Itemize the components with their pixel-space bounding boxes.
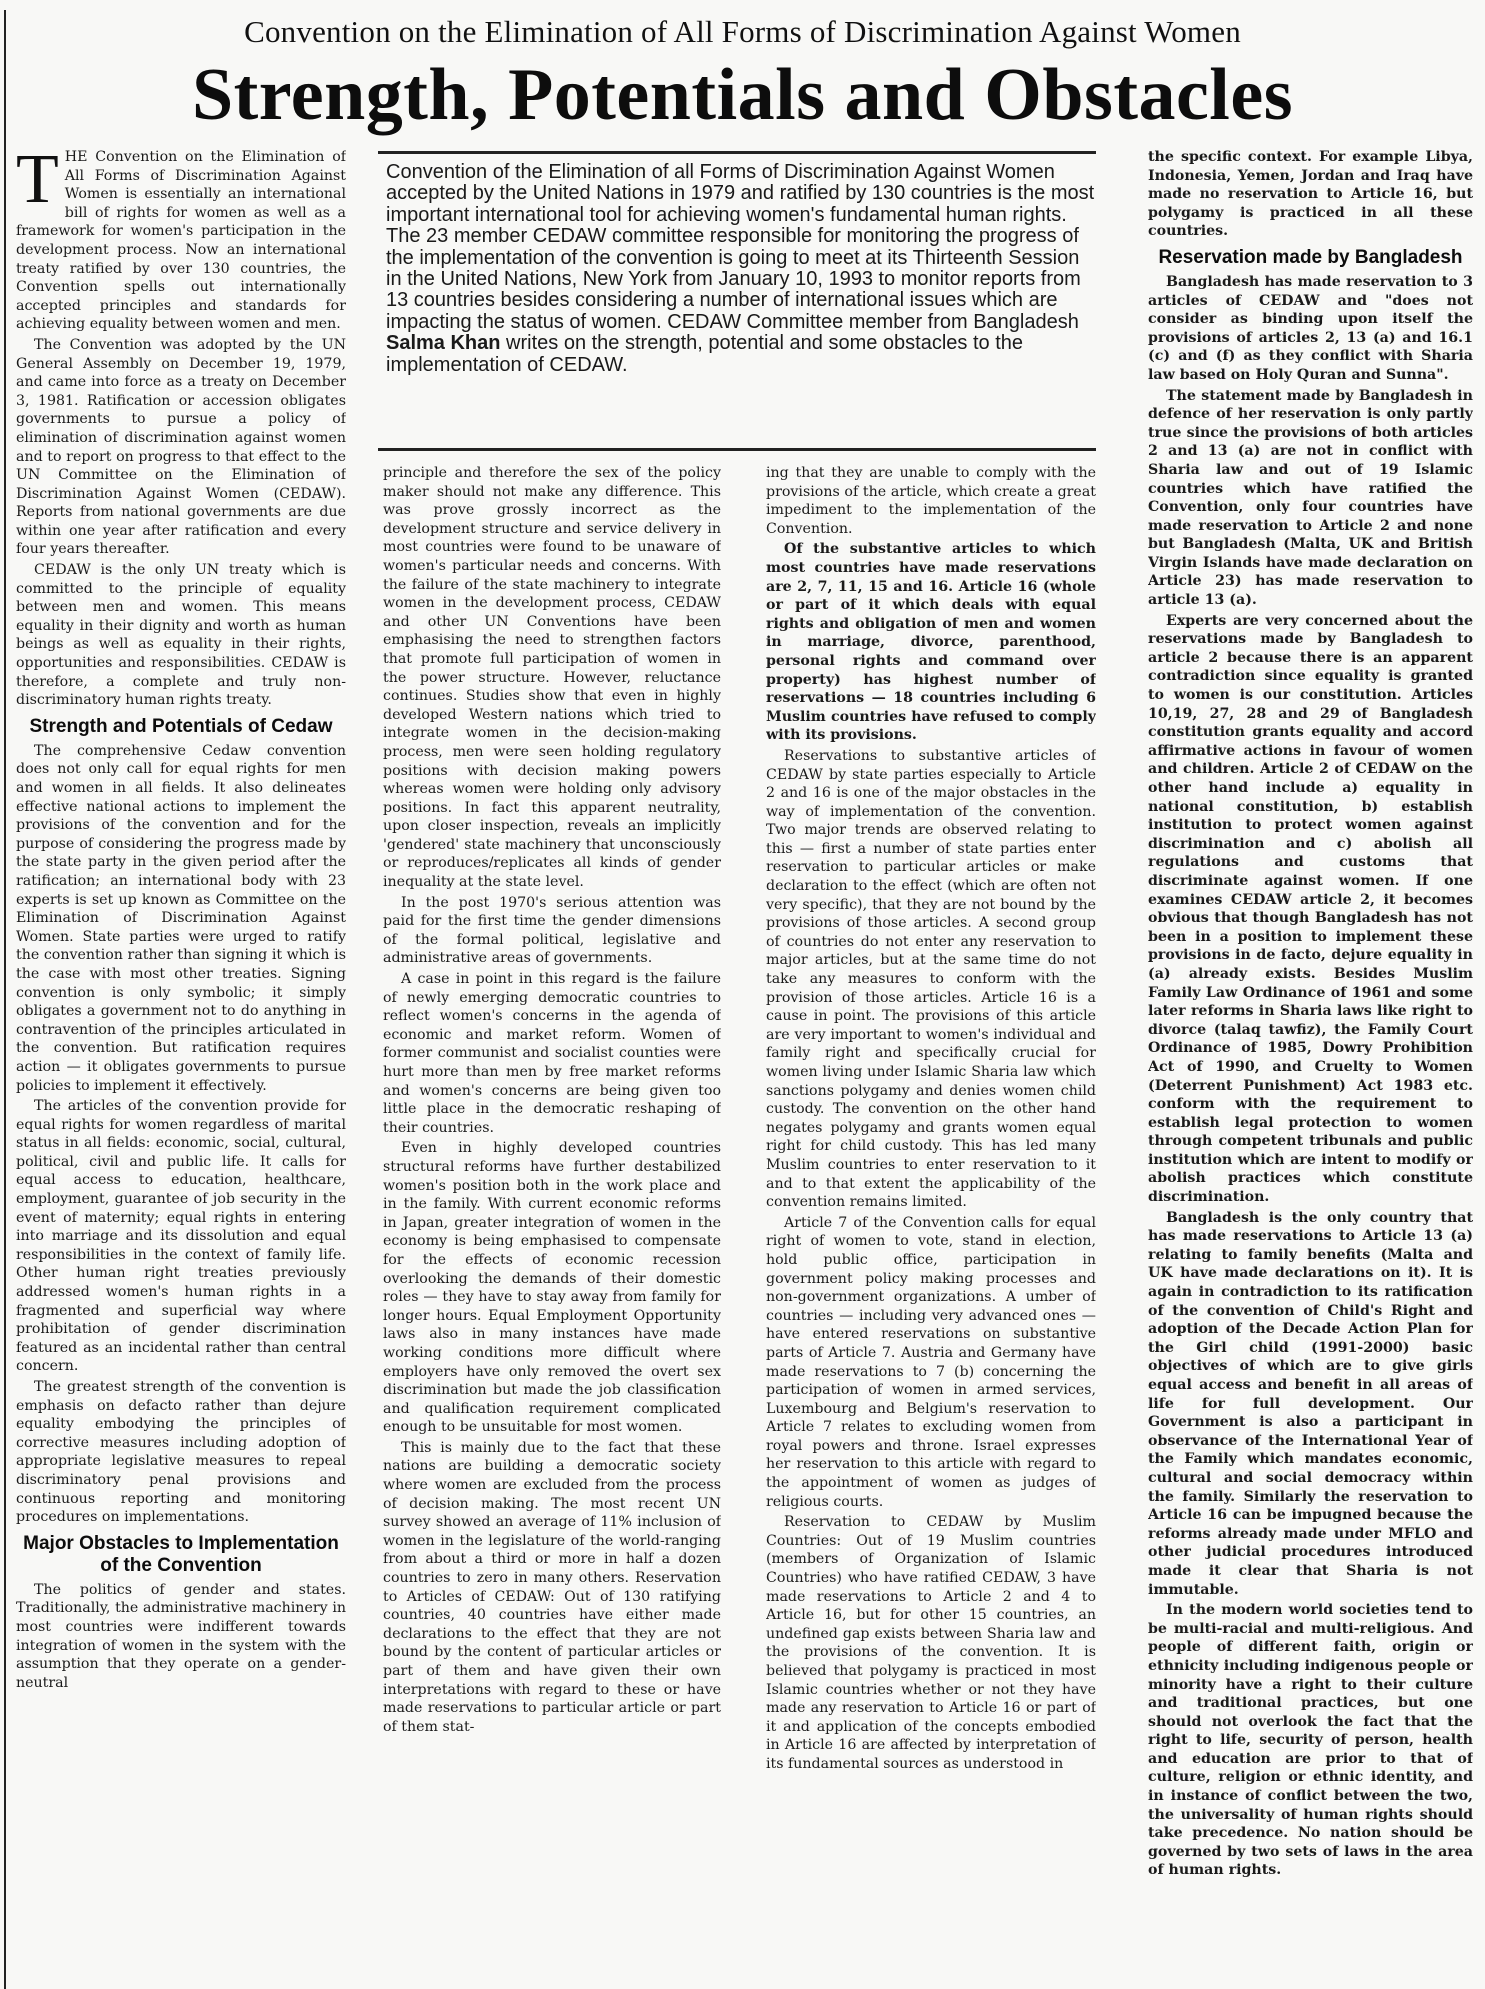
subheading-bangladesh: Reservation made by Bangladesh [1158, 246, 1463, 268]
blurb-rule-bottom [378, 448, 1096, 451]
paragraph: The politics of gender and states. Traditionally, the administrative machinery in most countries were indifferent towards integration of women in the system with the assumption that they operate on a gender-neutral [16, 1581, 346, 1691]
paragraph: Bangladesh has made reservation to 3 articles of CEDAW and "does not consider as binding upon itself the provisions of articles 2, 13 (a) and 16.1 (c) and (f) as they conflict with Sharia law based on Holy Quran and Sunna". [1148, 273, 1473, 383]
kicker-title: Convention on the Elimination of All Forms of Discrimination Against Women [244, 14, 1241, 49]
paragraph: In the post 1970's serious attention was paid for the first time the gender dimensions of the formal political, legislative and administrative areas of governments. [383, 894, 721, 967]
article-column-1 [16, 148, 346, 1986]
paragraph: The Convention was adopted by the UN General Assembly on December 19, 1979, and came into force as a treaty on December 3, 1981. Ratification or accession obligates governments to pursue a policy of elimination of discrimination against women and to report on progress to that effect to the UN Committee on the Elimination of Discrimination Against Women (CEDAW). Reports from national governments are due within one year after ratification and every four years thereafter. [16, 336, 346, 558]
paragraph: The comprehensive Cedaw convention does not only call for equal rights for men and women in all fields. It also delineates effective national actions to implement the provisions of the convention and for the purpose of considering the progress made by the state party in the given period after the ratification; an international body with 23 experts is set up known as Committee on the Elimination of Discrimination Against Women. State parties were urged to ratify the convention rather than signing it which is the case with most other treaties. Signing convention is only symbolic; it simply obligates a government not to do anything in contravention of the principles articulated in the convention. But ratification requires action — it obligates governments to pursue policies to implement it effectively. [16, 742, 346, 1094]
left-border-rule [4, 10, 6, 1989]
intro-blurb: Convention of the Elimination of all Forms of Discrimination Against Women accepted by the United Nations in 1979 and ratified by 130 countries is the most important international tool for achieving women's fundamental human rights. The 23 member CEDAW committee responsible for monitoring the progress of the implementation of the convention is going to meet at its Thirteenth Session in the United Nations, New York from January 10, 1993 to monitor reports from 13 countries besides considering a number of international issues which are impacting the status of women. CEDAW Committee member from Bangladesh Salma Khan writes on the strength, potential and some obstacles to the implementation of CEDAW. [386, 161, 1095, 376]
paragraph: principle and therefore the sex of the policy maker should not make any difference. This was prove grossly incorrect as the development structure and service delivery in most countries were found to be unaware of women's particular needs and concerns. With the failure of the state machinery to integrate women in the development process, CEDAW and other UN Conventions have been emphasising the need to strengthen factors that promote full participation of women in the power structure. However, reluctance continues. Studies show that even in highly developed Western nations which tried to integrate women in the decision-making process, men were seen holding regulatory positions with decision making powers whereas women were holding only advisory positions. In fact this apparent neutrality, upon closer inspection, reveals an implicitly 'gendered' state machinery that unconsciously or reproduces/replicates all kinds of gender inequality at the state level. [383, 465, 721, 891]
paragraph: Reservations to substantive articles of CEDAW by state parties especially to Article 2 and 16 is one of the major obstacles in the way of implementation of the convention. Two major trends are observed relating to this — first a number of state parties enter reservation to particular articles or make declaration to the effect (which are often not very specific), that they are not bound by the provisions of those articles. A second group of countries do not enter any reservation to major articles, but at the same time do not take any measures to conform with the provision of those articles. Article 16 is a cause in point. The provisions of this article are very important to women's individual and family right and specifically crucial for women living under Islamic Sharia law which sanctions polygamy and denies women child custody. The convention on the other hand negates polygamy and grants women equal right for child custody. This has led many Muslim countries to enter reservation to it and to that extent the applicability of the convention remains limited. [766, 747, 1096, 1211]
paragraph: ing that they are unable to comply with the provisions of the article, which create a great impediment to the implementation of the Convention. [766, 465, 1096, 537]
paragraph: the specific context. For example Libya, Indonesia, Yemen, Jordan and Iraq have made no reservation to Article 16, but polygamy is practiced in all these countries. [1148, 149, 1473, 240]
paragraph: Of the substantive articles to which most countries have made reservations are 2, 7, 11, 15 and 16. Article 16 (whole or part of it which deals with equal rights and obligation of men and women in marriage, divorce, parenthood, personal rights and command over property) has highest number of reservations — 18 countries including 6 Muslim countries have refused to comply with its provisions. [766, 541, 1096, 744]
subheading-strength: Strength and Potentials of Cedaw [29, 715, 333, 737]
drop-cap: T [16, 148, 59, 218]
paragraph: The greatest strength of the convention is emphasis on defacto rather than dejure equality embodying the principles of corrective measures including adoption of appropriate legislative measures to repeal discriminatory penal provisions and continuous reporting and monitoring procedures on implementations. [16, 1379, 346, 1526]
author-name: Salma Khan [386, 332, 501, 355]
paragraph: This is mainly due to the fact that these nations are building a democratic society where women are excluded from the process of decision making. The most recent UN survey showed an average of 11% inclusion of women in the legislature of the world-ranging from about a third or more in half a dozen countries to zero in many others. Reservation to Articles of CEDAW: Out of 130 ratifying countries, 40 countries have either made declarations to the effect that they are not bound by the content of particular articles or part of them and have given their own interpretations with regard to these or have made reservations to particular article or part of them stat- [383, 1439, 721, 1735]
article-column-4 [1148, 148, 1473, 1986]
subheading-obstacles: Major Obstacles to Implementation of the Convention [23, 1532, 339, 1576]
paragraph: Reservation to CEDAW by Muslim Countries: Out of 19 Muslim countries (members of Organization of Islamic Countries) who have ratified CEDAW, 3 have made reservations to Article 2 and 4 to Article 16, but for other 15 countries, an undefined gap exists between Sharia law and the provisions of the convention. It is believed that polygamy is practiced in most Islamic countries whether or not they have made any reservation to Article 16 or part of it and application of the concepts embodied in Article 16 are affected by interpretation of its fundamental sources as understood in [766, 1514, 1096, 1772]
paragraph: Article 7 of the Convention calls for equal right of women to vote, stand in election, hold public office, participation in government policy making processes and non-government organizations. A umber of countries — including very advanced ones — have entered reservations on substantive parts of Article 7. Austria and Germany have made reservations to 7 (b) concerning the participation of women in armed services, Luxembourg and Belgium's reservation to Article 7 relates to excluding women from royal powers and throne. Israel expresses her reservation to this article with regard to the appointment of women as judges of religious courts. [766, 1214, 1096, 1510]
paragraph: The articles of the convention provide for equal rights for women regardless of marital status in all fields: economic, social, cultural, political, civil and public life. It calls for equal access to education, healthcare, employment, guarantee of job security in the event of maternity; equal rights in entering into marriage and its dissolution and equal responsibilities in the context of family life. Other human right treaties previously addressed women's human rights in a fragmented and superficial way where prohibitation of gender discrimination featured as an incidental rather than central concern. [16, 1098, 346, 1375]
blurb-rule-top [378, 151, 1096, 154]
paragraph: Even in highly developed countries structural reforms have further destabilized women's position both in the work place and in the family. With current economic reforms in Japan, greater integration of women in the economy is being emphasised to compensate for the effects of economic recession overlooking the demands of their domestic roles — they have to stay away from family for longer hours. Equal Employment Opportunity laws also in many instances have made working conditions more difficult where employers have only removed the overt sex discrimination but made the job classification and qualification requirement complicated enough to be unsuitable for most women. [383, 1140, 721, 1436]
paragraph: Bangladesh is the only country that has made reservations to Article 13 (a) relating to family benefits (Malta and UK have made declarations on it). It is again in contradiction to its ratification of the convention of Child's Right and adoption of the Decade Action Plan for the Girl child (1991-2000) basic objectives of which are to give girls equal access and benefit in all areas of life for full development. Our Government is also a participant in observance of the International Year of the Family which mandates economic, cultural and social democracy within the family. Similarly the reservation to Article 16 can be impugned because the reforms already made under MFLO and other judicial procedures introduced made it clear that Sharia is not immutable. [1148, 1209, 1473, 1598]
headline: Strength, Potentials and Obstacles [191, 54, 1294, 136]
paragraph: In the modern world societies tend to be multi-racial and multi-religious. And people of different faith, origin or ethnicity including indigenous people or minority have a right to their culture and traditional practices, but one should not overlook the fact that the right to life, security of person, health and education are prior to that of culture, religion or ethnic identity, and in instance of conflict between the two, the universality of human rights should take precedence. No nation should be governed by two sets of laws in the area of human rights. [1148, 1602, 1473, 1879]
paragraph: The statement made by Bangladesh in defence of her reservation is only partly true since the provisions of both articles 2 and 13 (a) are not in conflict with Sharia law and out of 19 Islamic countries which have ratified the Convention, only four countries have made reservation to Article 2 and none but Bangladesh (Malta, UK and British Virgin Islands have made declaration on Article 23) has made reservation to article 13 (a). [1148, 387, 1473, 609]
paragraph: Experts are very concerned about the reservations made by Bangladesh to article 2 because there is an apparent contradiction since equality is granted to women is our constitution. Articles 10,19, 27, 28 and 29 of Bangladesh constitution grants equality and accord affirmative actions in favour of women and children. Article 2 of CEDAW on the other hand include a) equality in national constitution, b) establish institution to protect women against discrimination and c) abolish all regulations and customs that discriminate against women. If one examines CEDAW article 2, it becomes obvious that though Bangladesh has not been in a position to implement these provisions in de facto, dejure equality in (a) already exists. Besides Muslim Family Law Ordinance of 1961 and some later reforms in Sharia laws like right to divorce (talaq tawfiz), the Family Court Ordinance of 1985, Dowry Prohibition Act of 1990, and Cruelty to Women (Deterrent Punishment) Act 1983 etc. conform with the requirement to establish legal protection to women through competent tribunals and public institution which are intent to modify or abolish practices which constitute discrimination. [1148, 612, 1473, 1206]
article-column-3 [766, 464, 1096, 1986]
paragraph: A case in point in this regard is the failure of newly emerging democratic countries to reflect women's concerns in the agenda of economic and market reform. Women of former communist and socialist counties were hurt more than men by free market reforms and women's concerns are being given too little place in the democratic reshaping of their countries. [383, 971, 721, 1136]
article-column-2 [383, 464, 721, 1986]
paragraph: THE Convention on the Elimination of All Forms of Discrimination Against Women is essentially an international bill of rights for women as well as a framework for women's participation in the development process. Now an international treaty ratified by over 130 countries, the Convention spells out internationally accepted principles and standards for achieving equality between women and men. [16, 148, 346, 333]
paragraph: CEDAW is the only UN treaty which is committed to the principle of equality between men and women. This means equality in their dignity and worth as human beings as well as equality in their rights, opportunities and responsibilities. CEDAW is therefore, a complete and truly non-discriminatory human rights treaty. [16, 562, 346, 709]
